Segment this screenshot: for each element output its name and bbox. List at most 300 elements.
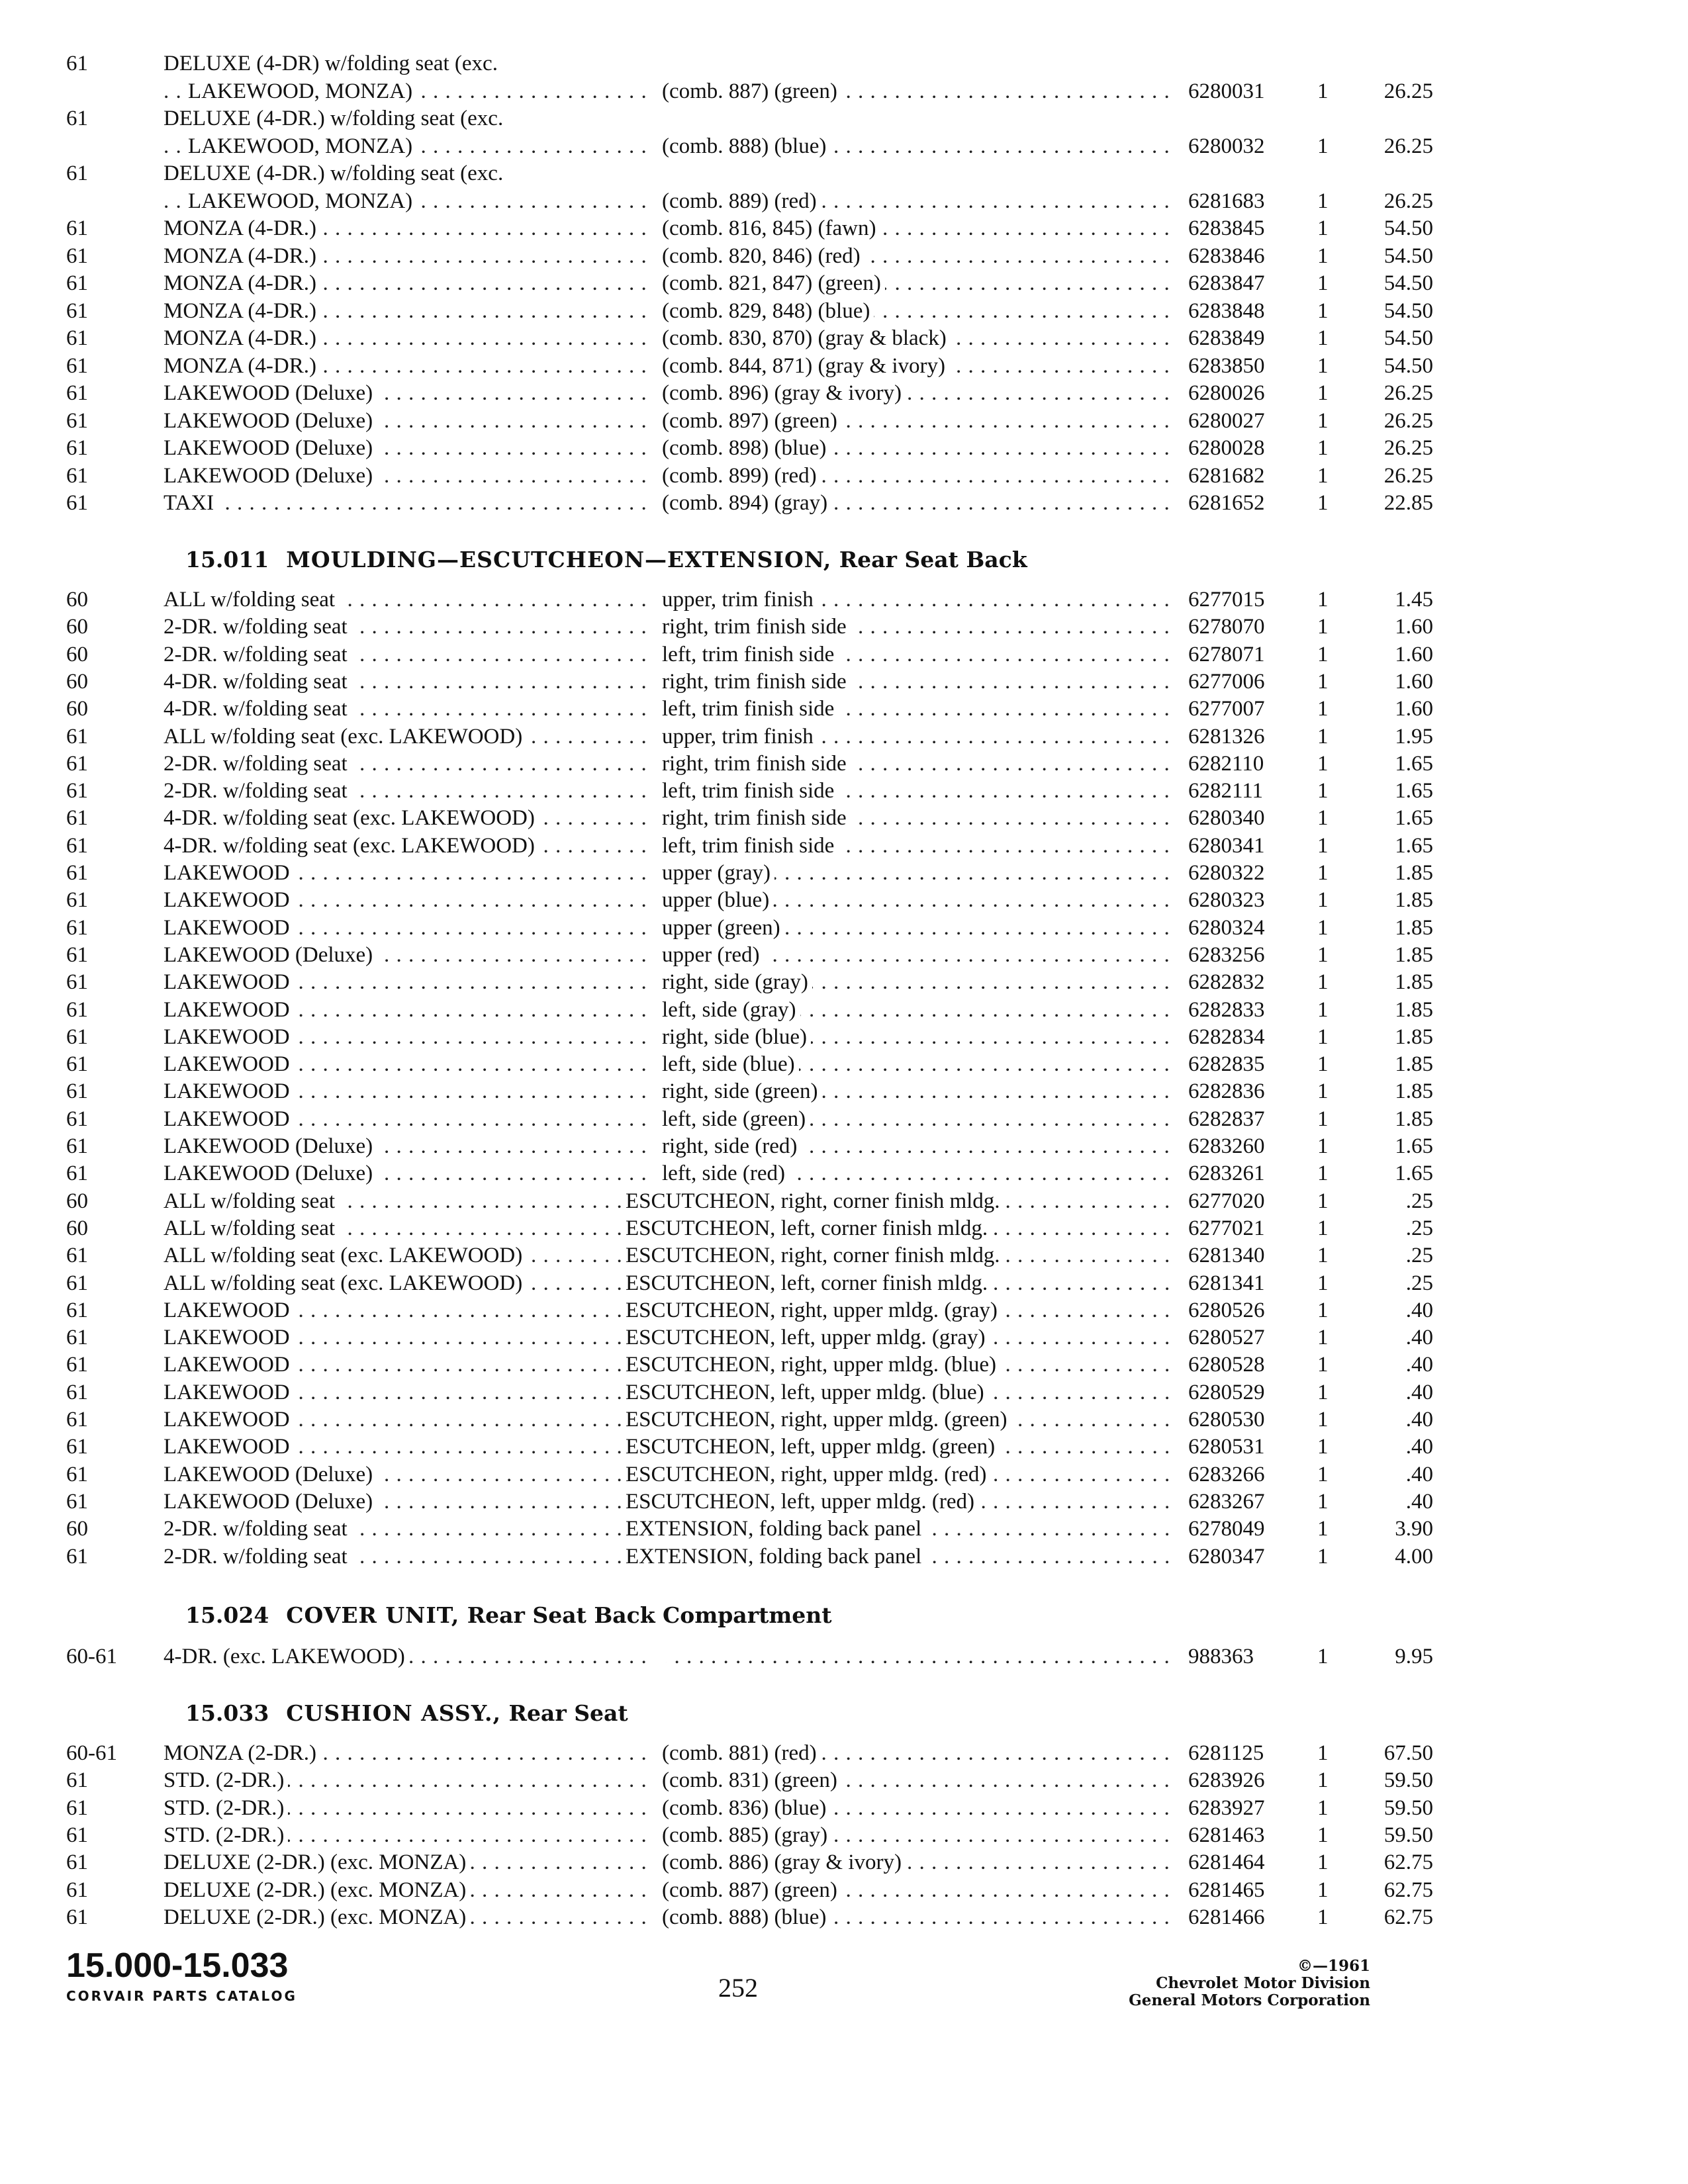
table-row: [66, 50, 1390, 77]
description-cell: [662, 242, 1168, 270]
price-cell: 54.50: [1383, 298, 1433, 323]
model-text: MONZA (4-DR.): [164, 299, 320, 323]
description-text: (comb. 885) (gray): [662, 1823, 831, 1847]
description-cell: [626, 1461, 1168, 1488]
quantity-cell: 1: [1317, 353, 1329, 378]
part-number-cell: 6283266: [1188, 1462, 1265, 1486]
model-cell: [164, 968, 653, 996]
model-text: 2-DR. w/folding seat: [164, 779, 352, 803]
part-number-cell: 6281463: [1188, 1823, 1265, 1847]
model-cell: [164, 50, 653, 77]
model-cell: [164, 462, 653, 490]
table-row: [66, 1739, 1433, 1767]
part-number-cell: 6278070: [1188, 615, 1265, 639]
price-cell: .25: [1405, 1216, 1433, 1240]
model-text: DELUXE (4-DR) w/folding seat (exc.: [164, 52, 502, 75]
part-number-cell: 6280324: [1188, 915, 1265, 940]
table-row: [66, 668, 1433, 696]
table-row: [66, 613, 1433, 641]
table-row: [66, 1324, 1433, 1351]
table-row: [66, 941, 1433, 969]
model-cell: [164, 1050, 653, 1078]
description-text: (comb. 897) (green): [662, 409, 841, 433]
model-text: DELUXE (2-DR.) (exc. MONZA): [164, 1850, 470, 1874]
part-number-cell: 6283845: [1188, 216, 1265, 240]
part-number-cell: 6282110: [1188, 751, 1264, 776]
description-text: (comb. 888) (blue): [662, 134, 830, 158]
part-number-cell: 6283846: [1188, 244, 1265, 268]
model-cell: [164, 77, 653, 105]
year-cell: 61: [66, 326, 88, 350]
description-text: ESCUTCHEON, left, corner finish mldg.: [626, 1216, 992, 1240]
model-cell: [164, 1132, 653, 1160]
year-cell: 61: [66, 1079, 88, 1104]
quantity-cell: 1: [1317, 463, 1329, 488]
table-row: [66, 1433, 1433, 1461]
year-cell: 61: [66, 52, 88, 75]
model-text: ALL w/folding seat: [164, 1189, 339, 1213]
year-cell: 61: [66, 298, 88, 323]
part-number-cell: 6283850: [1188, 353, 1265, 378]
table-row: [66, 1132, 1433, 1160]
table-row: [66, 914, 1433, 942]
price-cell: 9.95: [1395, 1645, 1433, 1668]
price-cell: 54.50: [1383, 244, 1433, 268]
model-text: 4-DR. w/folding seat: [164, 670, 352, 694]
part-number-cell: 6281326: [1188, 724, 1265, 749]
description-text: (comb. 829, 848) (blue): [662, 299, 874, 323]
part-number-cell: 6282836: [1188, 1079, 1265, 1104]
quantity-cell: 1: [1317, 1462, 1329, 1486]
description-text: ESCUTCHEON, left, corner finish mldg.: [626, 1271, 992, 1295]
description-text: ESCUTCHEON, left, upper mldg. (green): [626, 1435, 999, 1459]
copyright-line: Chevrolet Motor Division: [1156, 1974, 1370, 1992]
price-cell: 1.85: [1395, 861, 1433, 885]
table-row: [66, 777, 1433, 805]
description-cell: [662, 1105, 1168, 1133]
description-cell: [662, 641, 1168, 668]
price-cell: .40: [1405, 1408, 1433, 1432]
description-text: (comb. 844, 871) (gray & ivory): [662, 354, 949, 378]
model-cell: [164, 132, 653, 160]
quantity-cell: 1: [1317, 1052, 1329, 1077]
description-cell: [662, 269, 1168, 297]
quantity-cell: 1: [1317, 1823, 1329, 1847]
year-cell: 61: [66, 1380, 88, 1404]
part-number-cell: 6283849: [1188, 326, 1265, 350]
quantity-cell: 1: [1317, 697, 1329, 721]
year-cell: 61: [66, 1161, 88, 1186]
year-cell: 61: [66, 271, 88, 295]
table-row: [66, 641, 1433, 668]
model-cell: [164, 668, 653, 696]
model-text: LAKEWOOD: [164, 1025, 294, 1049]
quantity-cell: 1: [1317, 861, 1329, 885]
year-cell: 60: [66, 1216, 88, 1240]
quantity-cell: 1: [1317, 1768, 1329, 1793]
year-cell: 61: [66, 1462, 88, 1486]
description-cell: [662, 1160, 1168, 1187]
description-cell: [662, 723, 1168, 751]
model-text: LAKEWOOD: [164, 916, 294, 940]
copyright-block: [1129, 1958, 1370, 2009]
part-number-cell: 6283926: [1188, 1768, 1265, 1793]
model-cell: [164, 832, 653, 860]
price-cell: .40: [1405, 1326, 1433, 1350]
year-cell: 61: [66, 1823, 88, 1847]
part-number-cell: 6282835: [1188, 1052, 1265, 1077]
model-text: STD. (2-DR.): [164, 1823, 288, 1847]
model-cell: [164, 242, 653, 270]
year-cell: 61: [66, 779, 88, 803]
description-text: (comb. 816, 845) (fawn): [662, 216, 880, 240]
quantity-cell: 1: [1317, 942, 1329, 967]
model-text: LAKEWOOD (Deluxe): [164, 1490, 377, 1514]
description-cell: [662, 832, 1168, 860]
quantity-cell: 1: [1317, 1380, 1329, 1404]
description-text: ESCUTCHEON, right, corner finish mldg.: [626, 1189, 1004, 1213]
model-text: LAKEWOOD (Deluxe): [164, 1161, 377, 1185]
description-cell: [662, 695, 1168, 723]
price-cell: 3.90: [1395, 1517, 1433, 1541]
quantity-cell: 1: [1317, 1189, 1329, 1213]
price-cell: 67.50: [1383, 1741, 1433, 1765]
year-cell: 61: [66, 161, 88, 185]
quantity-cell: 1: [1317, 408, 1329, 433]
model-text: LAKEWOOD: [164, 1326, 294, 1349]
description-text: right, trim finish side: [662, 806, 851, 830]
model-cell: [164, 352, 653, 380]
quantity-cell: 1: [1317, 806, 1329, 831]
table-row: [66, 187, 1433, 215]
description-cell: [626, 1433, 1168, 1461]
description-cell: [662, 777, 1168, 805]
part-number-cell: 6281652: [1188, 491, 1265, 515]
part-number-cell: 6280347: [1188, 1544, 1265, 1569]
model-cell: [164, 1297, 653, 1324]
price-cell: 1.60: [1395, 669, 1433, 694]
price-cell: 1.85: [1395, 1107, 1433, 1131]
price-cell: .25: [1405, 1271, 1433, 1295]
model-text: DELUXE (4-DR.) w/folding seat (exc.: [164, 161, 507, 185]
model-text: TAXI: [164, 491, 218, 515]
section-subtitle: Rear Seat Back: [839, 547, 1027, 572]
table-row: [66, 1406, 1433, 1433]
quantity-cell: 1: [1317, 1244, 1329, 1268]
model-text: LAKEWOOD (Deluxe): [164, 381, 377, 405]
table-row: [66, 1903, 1433, 1931]
price-cell: 26.25: [1383, 436, 1433, 460]
description-cell: [662, 187, 1168, 215]
description-cell: [662, 462, 1168, 490]
section-subtitle: Rear Seat Back Compartment: [467, 1602, 832, 1628]
price-cell: 1.85: [1395, 1024, 1433, 1049]
year-cell: 61: [66, 436, 88, 460]
price-cell: 1.65: [1395, 751, 1433, 776]
quantity-cell: 1: [1317, 1024, 1329, 1049]
year-cell: 61: [66, 381, 88, 405]
price-cell: 1.65: [1395, 779, 1433, 803]
year-cell: 60: [66, 642, 88, 666]
description-cell: [662, 1023, 1168, 1051]
year-cell: 60: [66, 615, 88, 639]
price-cell: 1.65: [1395, 806, 1433, 831]
description-cell: [662, 1077, 1168, 1105]
quantity-cell: 1: [1317, 1161, 1329, 1186]
model-cell: [164, 1848, 653, 1876]
model-text: LAKEWOOD (Deluxe): [164, 409, 377, 433]
description-cell: [662, 1876, 1168, 1904]
section-title: MOULDING—ESCUTCHEON—EXTENSION,: [286, 547, 832, 572]
year-cell: 61: [66, 1435, 88, 1459]
description-text: upper, trim finish: [662, 725, 818, 749]
year-cell: 61: [66, 1134, 88, 1158]
model-text: 4-DR. (exc. LAKEWOOD): [164, 1645, 409, 1668]
price-cell: 62.75: [1383, 1878, 1433, 1902]
price-cell: 26.25: [1383, 463, 1433, 488]
model-cell: [164, 1379, 653, 1406]
description-cell: [626, 1214, 1168, 1242]
price-cell: 54.50: [1383, 326, 1433, 350]
description-cell: [626, 1543, 1168, 1570]
table-row: [66, 1050, 1433, 1078]
model-cell: [164, 1488, 653, 1516]
year-cell: 61: [66, 1052, 88, 1077]
model-text: LAKEWOOD: [164, 1408, 294, 1432]
description-text: EXTENSION, folding back panel: [626, 1517, 925, 1541]
part-number-cell: 6281683: [1188, 189, 1265, 213]
description-text: (comb. 887) (green): [662, 1878, 841, 1902]
description-cell: [626, 1406, 1168, 1433]
description-cell: [662, 1848, 1168, 1876]
part-number-cell: 6283927: [1188, 1796, 1265, 1820]
section-title: CUSHION ASSY.,: [286, 1700, 502, 1726]
price-cell: 26.25: [1383, 189, 1433, 213]
model-text: LAKEWOOD: [164, 1353, 294, 1377]
price-cell: 59.50: [1383, 1823, 1433, 1847]
quantity-cell: 1: [1317, 491, 1329, 515]
model-cell: [164, 1023, 653, 1051]
page-number: 252: [718, 1973, 758, 2003]
year-cell: 61: [66, 408, 88, 433]
table-row: [66, 859, 1433, 887]
price-cell: .25: [1405, 1244, 1433, 1268]
description-text: ESCUTCHEON, left, upper mldg. (gray): [626, 1326, 990, 1349]
model-text: 2-DR. w/folding seat: [164, 643, 352, 666]
price-cell: 26.25: [1383, 408, 1433, 433]
copyright-line: General Motors Corporation: [1129, 1991, 1370, 2009]
price-cell: 1.85: [1395, 970, 1433, 995]
model-text: ALL w/folding seat: [164, 588, 339, 612]
description-text: upper (blue): [662, 888, 773, 912]
quantity-cell: 1: [1317, 779, 1329, 803]
year-cell: 61: [66, 888, 88, 913]
price-cell: .40: [1405, 1380, 1433, 1404]
part-number-cell: 6281341: [1188, 1271, 1265, 1295]
quantity-cell: 1: [1317, 1107, 1329, 1131]
quantity-cell: 1: [1317, 1298, 1329, 1322]
part-number-cell: 6282111: [1188, 779, 1264, 803]
quantity-cell: 1: [1317, 915, 1329, 940]
price-cell: 59.50: [1383, 1768, 1433, 1793]
model-cell: [164, 1269, 653, 1297]
quantity-cell: 1: [1317, 1326, 1329, 1350]
model-text: LAKEWOOD: [164, 1052, 294, 1076]
table-row: [66, 352, 1433, 380]
description-cell: [626, 1242, 1168, 1269]
table-row: [66, 695, 1433, 723]
quantity-cell: 1: [1317, 189, 1329, 213]
quantity-cell: 1: [1317, 216, 1329, 240]
year-cell: 61: [66, 806, 88, 831]
year-cell: 60: [66, 669, 88, 694]
part-number-cell: 6280026: [1188, 381, 1265, 405]
year-cell: 61: [66, 942, 88, 967]
model-cell: [164, 1515, 653, 1543]
part-number-cell: 6283267: [1188, 1489, 1265, 1514]
quantity-cell: 1: [1317, 298, 1329, 323]
price-cell: 26.25: [1383, 134, 1433, 158]
model-text: LAKEWOOD (Deluxe): [164, 943, 377, 967]
part-number-cell: 6280031: [1188, 79, 1265, 103]
model-cell: [164, 695, 653, 723]
description-cell: [662, 1739, 1168, 1767]
price-cell: 1.60: [1395, 697, 1433, 721]
description-cell: [662, 1643, 1168, 1670]
model-text: 4-DR. w/folding seat (exc. LAKEWOOD): [164, 806, 539, 830]
price-cell: 22.85: [1383, 491, 1433, 515]
table-row: [66, 297, 1433, 325]
description-text: right, side (blue): [662, 1025, 811, 1049]
price-cell: 1.45: [1395, 588, 1433, 612]
part-number-cell: 6281125: [1188, 1741, 1264, 1765]
model-text: LAKEWOOD (Deluxe): [164, 436, 377, 460]
description-cell: [662, 1050, 1168, 1078]
model-text: MONZA (4-DR.): [164, 271, 320, 295]
description-text: EXTENSION, folding back panel: [626, 1545, 925, 1569]
model-text: ALL w/folding seat (exc. LAKEWOOD): [164, 725, 526, 749]
part-number-cell: 6281340: [1188, 1244, 1265, 1268]
table-row: [66, 1461, 1433, 1488]
part-number-cell: 6280531: [1188, 1435, 1265, 1459]
description-cell: [662, 886, 1168, 914]
part-number-cell: 6280027: [1188, 408, 1265, 433]
description-cell: [662, 297, 1168, 325]
description-cell: [662, 941, 1168, 969]
part-number-cell: 6278071: [1188, 642, 1265, 666]
year-cell: 61: [66, 997, 88, 1022]
model-text: MONZA (4-DR.): [164, 244, 320, 268]
section-number: 15.024: [185, 1602, 269, 1628]
table-row: [66, 1794, 1433, 1822]
description-cell: [662, 489, 1168, 517]
quantity-cell: 1: [1317, 588, 1329, 612]
model-cell: [164, 1214, 653, 1242]
description-text: ESCUTCHEON, left, upper mldg. (blue): [626, 1381, 988, 1404]
year-cell: 61: [66, 1107, 88, 1131]
table-row: [66, 1515, 1433, 1543]
quantity-cell: 1: [1317, 1645, 1329, 1668]
description-cell: [626, 1515, 1168, 1543]
part-number-cell: 6282837: [1188, 1107, 1265, 1131]
model-text: LAKEWOOD: [164, 970, 294, 994]
price-cell: 59.50: [1383, 1796, 1433, 1820]
description-text: left, side (blue): [662, 1052, 799, 1076]
description-text: ESCUTCHEON, right, upper mldg. (blue): [626, 1353, 1000, 1377]
table-row: [66, 1488, 1433, 1516]
model-cell: [164, 941, 653, 969]
part-number-cell: 6280527: [1188, 1326, 1265, 1350]
quantity-cell: 1: [1317, 888, 1329, 913]
description-text: (comb. 831) (green): [662, 1768, 841, 1792]
model-cell: [164, 1821, 653, 1849]
description-text: (comb. 887) (green): [662, 79, 841, 103]
model-cell: [164, 1461, 653, 1488]
table-row: [66, 586, 1433, 614]
model-text: DELUXE (2-DR.) (exc. MONZA): [164, 1905, 470, 1929]
model-text: 2-DR. w/folding seat: [164, 752, 352, 776]
part-number-cell: 6280526: [1188, 1298, 1265, 1322]
year-cell: 61: [66, 1024, 88, 1049]
year-cell: 61: [66, 1544, 88, 1569]
year-cell: 61: [66, 107, 88, 130]
table-row: [66, 886, 1433, 914]
description-cell: [662, 132, 1168, 160]
description-cell: [662, 1766, 1168, 1794]
description-text: left, trim finish side: [662, 697, 838, 721]
model-cell: [164, 269, 653, 297]
year-cell: 61: [66, 724, 88, 749]
quantity-cell: 1: [1317, 997, 1329, 1022]
table-row: [66, 105, 1390, 132]
description-cell: [662, 668, 1168, 696]
model-text: LAKEWOOD (Deluxe): [164, 464, 377, 488]
description-cell: [626, 1488, 1168, 1516]
quantity-cell: 1: [1317, 1134, 1329, 1158]
part-number-cell: 6280340: [1188, 806, 1265, 831]
table-row: [66, 132, 1433, 160]
price-cell: 26.25: [1383, 79, 1433, 103]
part-number-cell: 6283261: [1188, 1161, 1265, 1186]
table-row: [66, 1187, 1433, 1215]
model-cell: [164, 1406, 653, 1433]
quantity-cell: 1: [1317, 326, 1329, 350]
description-text: (comb. 888) (blue): [662, 1905, 830, 1929]
price-cell: 1.85: [1395, 997, 1433, 1022]
part-number-cell: 6281466: [1188, 1905, 1265, 1929]
price-cell: .40: [1405, 1462, 1433, 1486]
quantity-cell: 1: [1317, 833, 1329, 858]
year-cell: 61: [66, 491, 88, 515]
table-row: [66, 1643, 1433, 1670]
year-cell: 61: [66, 1878, 88, 1902]
description-text: ESCUTCHEON, left, upper mldg. (red): [626, 1490, 978, 1514]
model-cell: [164, 297, 653, 325]
model-text: LAKEWOOD, MONZA): [188, 134, 416, 158]
year-cell: 61: [66, 1326, 88, 1350]
description-cell: [626, 1351, 1168, 1379]
price-cell: 1.65: [1395, 1161, 1433, 1186]
description-text: (comb. 899) (red): [662, 464, 821, 488]
price-cell: .40: [1405, 1435, 1433, 1459]
part-number-cell: 6277020: [1188, 1189, 1265, 1213]
quantity-cell: 1: [1317, 642, 1329, 666]
model-cell: [164, 886, 653, 914]
part-number-cell: 6282832: [1188, 970, 1265, 995]
price-cell: 1.60: [1395, 642, 1433, 666]
model-text: LAKEWOOD: [164, 998, 294, 1022]
model-text: LAKEWOOD: [164, 861, 294, 885]
